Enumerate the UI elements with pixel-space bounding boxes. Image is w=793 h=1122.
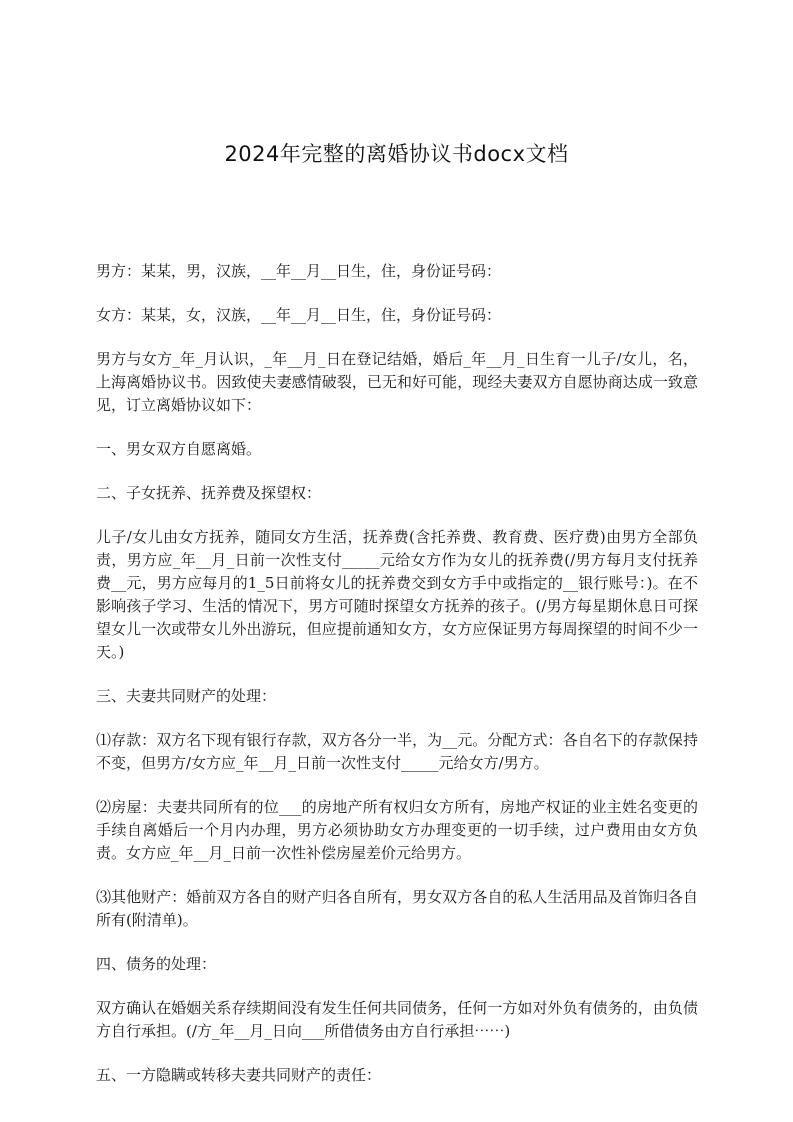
party-female-info: 女方：某某，女，汉族，__年__月__日生，住，身份证号码： — [96, 306, 502, 324]
background-paragraph: 男方与女方_年_月认识，_年__月_日在登记结婚，婚后_年__月_日生育一儿子/女儿，名，上海离婚协议书。因致使夫妻感情破裂，已无和好可能，现经夫妻双方自愿协商达成一致意见，订立离婚协议如下： — [96, 350, 698, 414]
document-body — [96, 260, 698, 1108]
property-deposits-paragraph: ⑴存款：双方名下现有银行存款，双方各分一半，为__元。分配方式：各自名下的存款保持不变，但男方/女方应_年__月_日前一次性支付_____元给女方/男方。 — [96, 731, 698, 772]
section-heading-property: 三、夫妻共同财产的处理： — [96, 687, 277, 705]
property-house-paragraph: ⑵房屋：夫妻共同所有的位___的房地产所有权归女方所有，房地产权证的业主姓名变更的手续自离婚后一个月内办理，男方必须协助女方办理变更的一切手续，过户费用由女方负责。女方应_年__月_日前一次性补偿房屋差价元给男方。 — [96, 798, 698, 862]
party-male-info: 男方：某某，男，汉族，__年__月__日生，住，身份证号码： — [96, 262, 502, 280]
section-heading-concealment: 五、一方隐瞒或转移夫妻共同财产的责任： — [96, 1066, 382, 1084]
debts-paragraph: 双方确认在婚姻关系存续期间没有发生任何共同债务，任何一方如对外负有债务的，由负债方自行承担。(/方_年__月_日向___所借债务由方自行承担⋯⋯) — [96, 999, 698, 1040]
children-custody-paragraph: 儿子/女儿由女方抚养，随同女方生活，抚养费(含托养费、教育费、医疗费)由男方全部负责，男方应_年__月_日前一次性支付_____元给女方作为女儿的抚养费(/男方每月支付抚养费__元，男方应每月的1_5日前将女儿的抚养费交到女方手中或指定的__银行账号：)。在不影响孩子学习、生活的情况下，男方可随时探望女方抚养的孩子。(/男方每星期休息日可探望女儿一次或带女儿外出游玩，但应提前通知女方，女方应保证男方每周探望的时间不少一天。) — [96, 528, 698, 661]
section-heading-debts: 四、债务的处理： — [96, 955, 217, 973]
property-other-paragraph: ⑶其他财产：婚前双方各自的财产归各自所有，男女双方各自的私人生活用品及首饰归各自所有(附清单)。 — [96, 888, 698, 929]
section-heading-divorce: 一、男女双方自愿离婚。 — [96, 440, 262, 458]
section-heading-children: 二、子女抚养、抚养费及探望权： — [96, 484, 322, 502]
document-title: 2024年完整的离婚协议书docx文档 — [224, 142, 569, 166]
